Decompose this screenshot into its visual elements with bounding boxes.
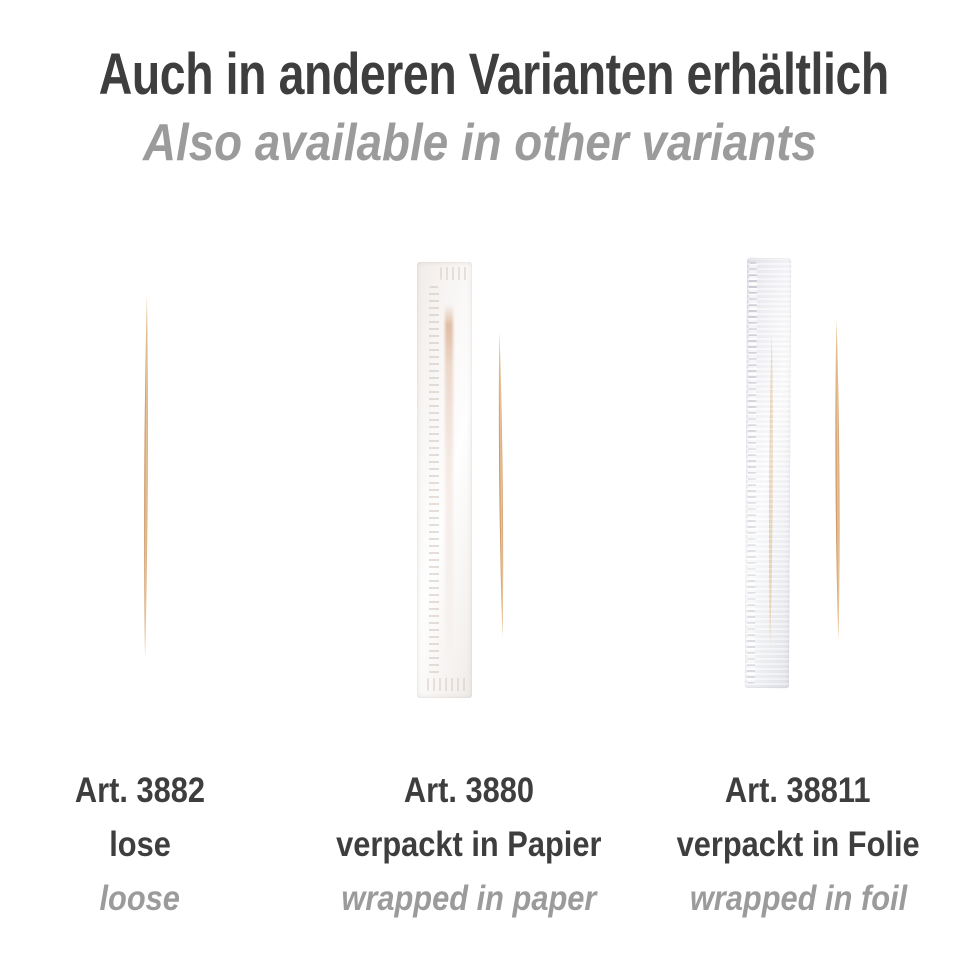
variant-label-en-text: wrapped in paper <box>341 879 597 918</box>
foil-sleeve <box>745 258 791 688</box>
paper-sleeve <box>417 262 472 698</box>
variant-label-de <box>20 822 260 868</box>
toothpick-loose <box>141 294 151 660</box>
variant-label-en-text: wrapped in foil <box>689 879 907 918</box>
variant-label-de-text: lose <box>109 825 171 864</box>
toothpick-beside-paper <box>495 331 506 638</box>
page-title-text: Auch in anderen Varianten erhältlich <box>98 42 889 107</box>
variant-label-en-text: loose <box>99 879 181 918</box>
paper-crimp-top <box>440 267 467 280</box>
article-number-text: Art. 3880 <box>403 771 535 810</box>
variant-label-en <box>309 876 629 922</box>
variant-label-de-text: verpackt in Papier <box>336 825 602 864</box>
variant-label-en <box>20 876 260 922</box>
page-subtitle <box>0 113 960 173</box>
page-title <box>0 44 960 106</box>
article-number <box>309 768 629 814</box>
caption-loose <box>20 768 260 928</box>
article-number-text: Art. 38811 <box>725 771 871 810</box>
article-number <box>20 768 260 814</box>
toothpick-through-paper <box>445 304 453 656</box>
variant-label-de <box>309 822 629 868</box>
article-number-text: Art. 3882 <box>74 771 206 810</box>
toothpick-inside-foil <box>766 332 776 648</box>
foil-crimp-edge <box>747 262 757 684</box>
caption-foil <box>638 768 958 928</box>
variant-label-en <box>638 876 958 922</box>
caption-paper <box>309 768 629 928</box>
variant-label-de <box>638 822 958 868</box>
toothpick-beside-foil <box>832 319 843 641</box>
page-subtitle-text: Also available in other variants <box>143 114 817 172</box>
paper-crimp-bottom <box>427 678 467 691</box>
article-number <box>638 768 958 814</box>
paper-crimp-edge <box>429 286 439 674</box>
variant-label-de-text: verpackt in Folie <box>676 825 920 864</box>
